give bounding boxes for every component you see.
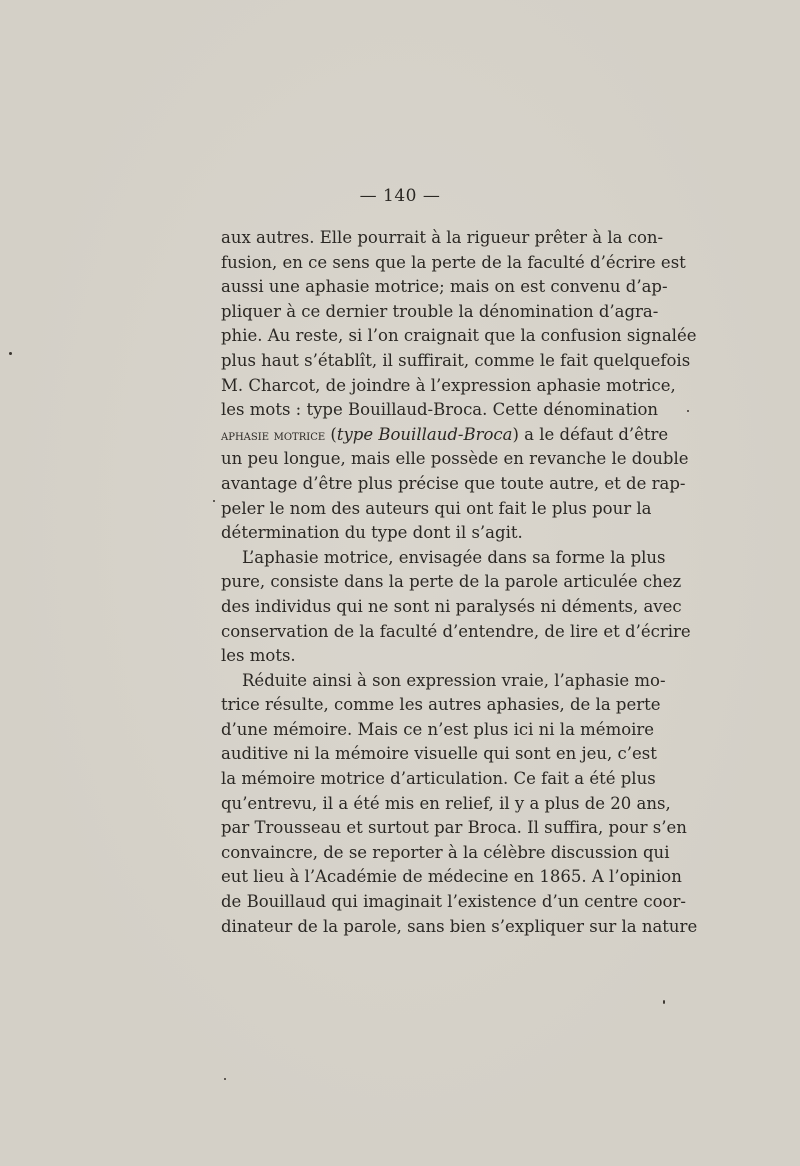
paper-speck	[663, 1000, 665, 1004]
page-number: — 140 —	[359, 186, 441, 206]
line-rest: ) a le défaut d’être	[512, 424, 669, 444]
text-line: trice résulte, comme les autres aphasies, de la perte	[221, 695, 661, 715]
text-line: des individus qui ne sont ni paralysés ni déments, avec	[221, 596, 682, 616]
text-line: aussi une aphasie motrice; mais on est convenu d’ap-	[221, 277, 668, 297]
text-line: la mémoire motrice d’articulation. Ce fait a été plus	[221, 769, 656, 789]
text-line: un peu longue, mais elle possède en revanche le double	[221, 449, 689, 469]
text-line: pliquer à ce dernier trouble la dénomination d’agra-	[221, 301, 659, 321]
text-line: M. Charcot, de joindre à l’expression aphasie motrice,	[221, 375, 676, 395]
text-line: avantage d’être plus précise que toute autre, et de rap-	[221, 473, 686, 493]
text-line: conservation de la faculté d’entendre, de lire et d’écrire	[221, 621, 691, 641]
text-line: de Bouillaud qui imaginait l’existence d’un centre coor-	[221, 892, 686, 912]
smallcaps-term: aphasie motrice	[221, 427, 326, 444]
body-text	[221, 226, 698, 939]
text-line: aux autres. Elle pourrait à la rigueur prêter à la con-	[221, 228, 664, 247]
text-line: par Trousseau et surtout par Broca. Il suffira, pour s’en	[221, 818, 687, 838]
text-line: les mots.	[221, 646, 296, 666]
text-line: les mots : type Bouillaud-Broca. Cette dénomination	[221, 400, 659, 420]
text-line: fusion, en ce sens que la perte de la faculté d’écrire est	[221, 252, 686, 272]
paper-speck	[687, 410, 689, 412]
text-line: phie. Au reste, si l’on craignait que la confusion signalée	[221, 326, 697, 346]
text-line: eut lieu à l’Académie de médecine en 1865. A l’opinion	[221, 867, 682, 887]
italic-term: type Bouillaud-Broca	[336, 424, 513, 444]
paper-speck	[9, 352, 12, 355]
paren-open: (	[325, 424, 337, 444]
text-line: plus haut s’établît, il suffirait, comme le fait quelquefois	[221, 350, 691, 370]
text-line: peler le nom des auteurs qui ont fait le plus pour la	[221, 498, 652, 518]
text-line: d’une mémoire. Mais ce n’est plus ici ni la mémoire	[221, 719, 655, 739]
text-line: dinateur de la parole, sans bien s’expliquer sur la nature	[221, 916, 698, 936]
paper-speck	[213, 500, 215, 502]
text-line: convaincre, de se reporter à la célèbre discussion qui	[221, 842, 670, 862]
text-line: Réduite ainsi à son expression vraie, l’aphasie mo-	[242, 670, 666, 690]
text-line: qu’entrevu, il a été mis en relief, il y a plus de 20 ans,	[221, 793, 671, 813]
text-line: pure, consiste dans la perte de la parole articulée chez	[221, 572, 682, 592]
text-line: auditive ni la mémoire visuelle qui sont en jeu, c’est	[221, 744, 657, 764]
paper-speck	[224, 1078, 226, 1080]
text-line-mixed	[221, 423, 669, 448]
text-line: L’aphasie motrice, envisagée dans sa forme la plus	[242, 547, 666, 567]
text-line: détermination du type dont il s’agit.	[221, 523, 523, 543]
